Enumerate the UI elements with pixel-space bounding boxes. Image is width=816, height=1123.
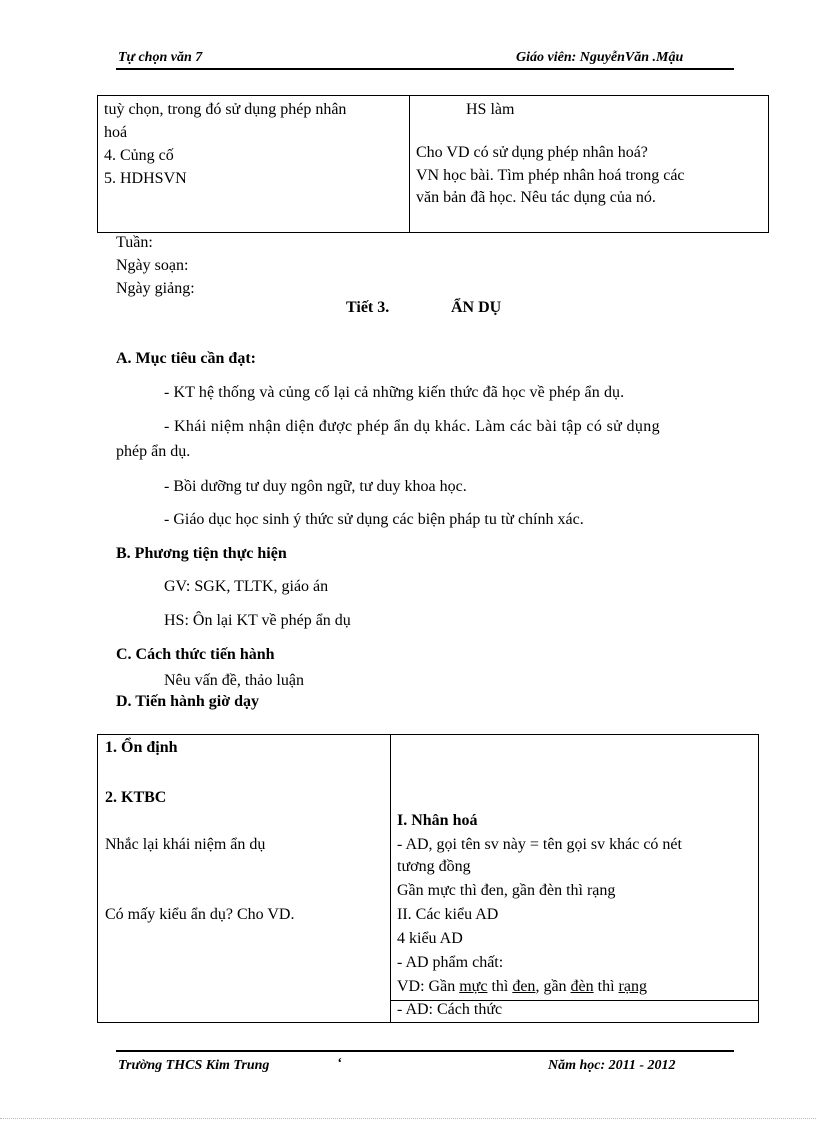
footer-rule [116,1050,734,1052]
section-a-item: phép ẩn dụ. [116,443,191,460]
section-a-heading: A. Mục tiêu cần đạt: [116,350,256,367]
section-b-gv: GV: SGK, TLTK, giáo án [164,578,329,595]
table-2-on-dinh: 1. Ổn định [105,739,178,756]
section-d-heading: D. Tiến hành giờ dạy [116,693,259,710]
table-2 [97,734,759,1023]
section-b-heading: B. Phương tiện thực hiện [116,545,287,562]
header-rule [116,68,734,70]
table-2-right-line: - AD phẩm chất: [397,954,504,971]
table-2-ktbc: 2. KTBC [105,789,167,806]
table-2-right-line: - AD, gọi tên sv này = tên gọi sv khác có nét [397,836,682,853]
table-1-right-line: HS làm [466,101,515,118]
meta-ngay-soan: Ngày soạn: [116,257,189,274]
table-1-right-line: VN học bài. Tìm phép nhân hoá trong các [416,167,685,184]
table-1-left-line: tuỳ chọn, trong đó sử dụng phép nhân [104,101,347,118]
section-c-text: Nêu vấn đề, thảo luận [164,672,304,689]
example-word-den-lamp: đèn [570,978,594,995]
table-2-question-2: Có mấy kiểu ẩn dụ? Cho VD. [105,906,295,923]
example-prefix: VD: Gần [397,978,460,995]
section-a-item: - Bồi dưỡng tư duy ngôn ngữ, tư duy khoa học. [164,478,467,495]
example-word-rang: rạng [618,978,647,995]
table-2-right-heading: I. Nhân hoá [397,812,478,829]
header-left: Tự chọn văn 7 [118,50,203,65]
table-1-left-line: 4. Củng cố [104,147,174,164]
section-a-item: - Khái niệm nhận diện được phép ẩn dụ khác. Làm các bài tập có sử dụng [164,418,660,435]
section-b-hs: HS: Ôn lại KT về phép ẩn dụ [164,612,351,629]
table-1-left-line: hoá [104,124,128,141]
section-a-item: - Giáo dục học sinh ý thức sử dụng các biện pháp tu từ chính xác. [164,511,584,528]
example-word-muc: mực [459,978,488,995]
table-1-right-line: Cho VD có sử dụng phép nhân hoá? [416,144,648,161]
section-c-heading: C. Cách thức tiến hành [116,646,275,663]
table-2-right-line: tương đồng [397,858,471,875]
lesson-title: ẨN DỤ [451,299,502,316]
footer-right: Năm học: 2011 - 2012 [548,1058,676,1073]
page-bottom-border [0,1118,816,1119]
example-word-den: đen [512,978,536,995]
table-1 [97,95,769,233]
meta-tuan: Tuần: [116,234,153,251]
table-2-right-line: 4 kiểu AD [397,930,463,947]
example-connector: thì [593,978,619,995]
table-2-right-line: Gần mực thì đen, gần đèn thì rạng [397,882,616,899]
example-connector: thì [487,978,513,995]
meta-ngay-giang: Ngày giảng: [116,280,195,297]
table-1-right-line: văn bản đã học. Nêu tác dụng của nó. [416,189,656,206]
section-a-item: - KT hệ thống và củng cố lại cả những kiến thức đã học về phép ẩn dụ. [164,384,625,401]
table-1-divider [409,96,410,232]
footer-left: Trường THCS Kim Trung [118,1058,270,1073]
header-right: Giáo viên: NguyễnVăn .Mậu [516,50,684,65]
table-2-right-line: - AD: Cách thức [397,1001,503,1018]
example-connector: , gần [535,978,571,995]
footer-mark: ‘ [337,1056,342,1071]
table-2-example-line [397,978,647,996]
table-1-left-cell [104,98,346,190]
table-2-question-1: Nhắc lại khái niệm ẩn dụ [105,836,266,853]
table-1-left-line: 5. HDHSVN [104,170,187,187]
table-2-right-line: II. Các kiểu AD [397,906,499,923]
table-2-divider [390,735,391,1022]
lesson-number: Tiết 3. [346,299,390,316]
